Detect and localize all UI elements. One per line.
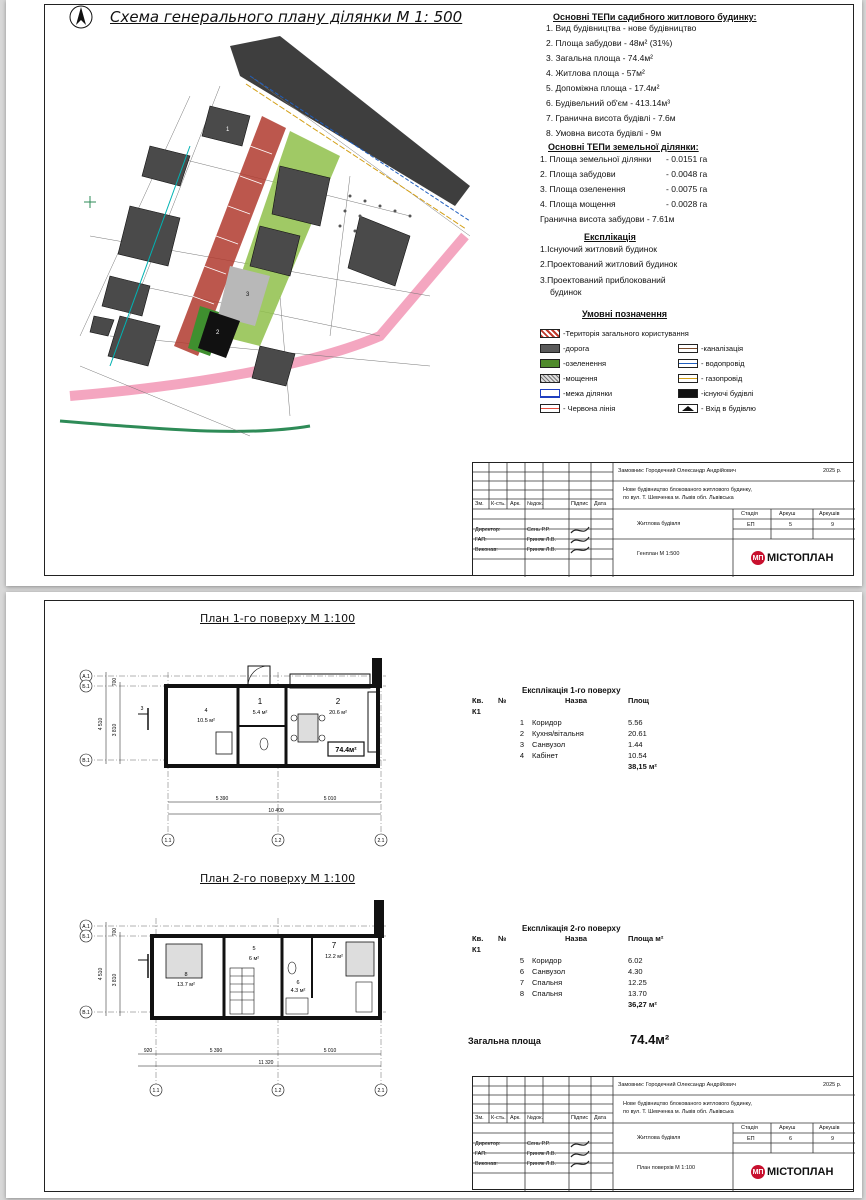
tep-house-item: 1. Вид будівництва - нове будівництво — [546, 23, 697, 33]
axis-label: 2.1 — [377, 838, 385, 844]
axis-label: Б.1 — [82, 684, 90, 690]
stamp-header-doc: №док. — [527, 501, 544, 507]
signature-icon — [569, 523, 591, 557]
stamp-customer: Замовник: Городечний Олександр Андрійович — [618, 468, 736, 474]
stamp-drawing: Генплан М 1:500 — [637, 551, 680, 557]
stamp-sheets-header: Аркушів — [819, 1125, 840, 1131]
expl1-title: Експлікація 1-го поверху — [522, 686, 621, 695]
table-row: 4 Кабінет 10.54 — [519, 751, 647, 760]
stamp-role: Директор: — [475, 527, 501, 533]
company-logo: МП МІСТОПЛАН — [752, 552, 834, 564]
axis-label: 2.1 — [377, 1088, 385, 1094]
axis-label: В.1 — [82, 1010, 90, 1016]
stamp-sheets-header: Аркушів — [819, 511, 840, 517]
legend-right — [678, 341, 756, 416]
legend-item: -озеленення — [540, 356, 689, 371]
plan2-title: План 2-го поверху М 1:100 — [200, 872, 356, 885]
stamp-year: 2025 р. — [823, 468, 842, 474]
tep-land-title: Основні ТЕПи земельної ділянки: — [548, 142, 699, 152]
dim-label: 5 010 — [323, 796, 337, 802]
room-area: 20.6 м² — [329, 710, 347, 716]
stamp-sheet-header: Аркуш — [779, 1125, 796, 1131]
axis-label: 1.2 — [274, 838, 282, 844]
table-row: К1 — [472, 945, 481, 954]
explication2 — [468, 924, 684, 1010]
company-logo: МП МІСТОПЛАН — [752, 1166, 834, 1178]
axis-label: А.1 — [82, 674, 90, 680]
dim-label: 700 — [112, 677, 118, 687]
tep-house-item: 6. Будівельний об'єм - 413.14м³ — [546, 98, 671, 108]
axis-label: В.1 — [82, 758, 90, 764]
signature-icon — [569, 1137, 591, 1171]
table-row: 5 Коридор 6.02 — [519, 956, 643, 965]
axis-label: 1.1 — [164, 838, 172, 844]
stamp-project: Нове будівництво блокованого житлового будинку, — [623, 1101, 752, 1107]
explication-item: 2.Проектований житловий будинок — [540, 259, 678, 269]
plan-number: 1 — [226, 127, 230, 133]
axis-label: 1.2 — [274, 1088, 282, 1094]
room-number: 4 — [204, 708, 208, 714]
explication-item: 3.Проектований приблокований — [540, 275, 666, 285]
stamp-header-sign: Підпис — [571, 501, 589, 507]
axis-label: А.1 — [82, 924, 90, 930]
stamp-sheets: 9 — [831, 1136, 835, 1142]
tep-land-item: 3. Площа озеленення - 0.0075 га — [540, 184, 708, 194]
table-row: К1 — [472, 707, 481, 716]
stamp-role: Виконав: — [475, 547, 498, 553]
table-row: 3 Санвузол 1.44 — [519, 740, 643, 749]
stamp-stage-header: Стадія — [741, 1125, 758, 1131]
legend-item: -існуючі будівлі — [678, 386, 756, 401]
stamp-stage: ЕП — [747, 1136, 755, 1142]
stamp-header-ark: Арк. — [510, 501, 521, 507]
tep-house-item: 3. Загальна площа - 74.4м² — [546, 53, 654, 63]
expl2-title: Експлікація 2-го поверху — [522, 924, 621, 933]
table-row: 7 Спальня 12.25 — [519, 978, 647, 987]
stamp-header-kst: К-сть. — [491, 501, 506, 507]
axis-label: 1.1 — [152, 1088, 160, 1094]
tep-land-item: 2. Площа забудови - 0.0048 га — [540, 169, 708, 179]
plan-number: 3 — [246, 292, 250, 298]
stamp-role: ГАП: — [475, 1151, 487, 1157]
total-area-label: Загальна площа — [468, 1036, 541, 1046]
explication-item: будинок — [550, 287, 582, 297]
stamp-header-ark: Арк. — [510, 1115, 521, 1121]
legend-item: -каналізація — [678, 341, 756, 356]
stamp-header-date: Дата — [594, 1115, 607, 1121]
dim-label: 10 400 — [268, 808, 284, 814]
stamp-name: Сень Р.Р. — [527, 1141, 550, 1147]
stamp-address: по вул. Т. Шевченка м. Львів обл. Львівська — [623, 1109, 734, 1115]
total-area-value: 74.4м² — [630, 1032, 670, 1047]
stamp-header-kst: К-сть. — [491, 1115, 506, 1121]
tep-house-item: 5. Допоміжна площа - 17.4м² — [546, 83, 660, 93]
dim-label: 4 510 — [98, 717, 104, 731]
tep-house-item: 7. Гранична висота будівлі - 7.6м — [546, 113, 676, 123]
room-number: 1 — [257, 697, 263, 706]
tep-land-height: Гранична висота забудови - 7.61м — [540, 214, 675, 224]
stamp-object: Житлова будівля — [637, 1135, 681, 1141]
table-row: 8 Спальня 13.70 — [519, 989, 647, 998]
stamp-header-sign: Підпис — [571, 1115, 589, 1121]
plan1-title: План 1-го поверху М 1:100 — [200, 612, 356, 625]
stamp-name: Гриняк Л.В. — [527, 1161, 557, 1167]
logo-icon: МП — [751, 551, 765, 565]
room-area: 12.2 м² — [325, 954, 343, 960]
tep-house-item: 8. Умовна висота будівлі - 9м — [546, 128, 662, 138]
stamp-header-date: Дата — [594, 501, 607, 507]
stamp-name: Гриняк Л.В. — [527, 547, 557, 553]
room-area: 10.5 м² — [197, 718, 215, 724]
expl1-table — [468, 695, 684, 772]
table-total-row: 38,15 м² — [628, 762, 657, 771]
plan1-drawing — [76, 652, 396, 852]
stamp-year: 2025 р. — [823, 1082, 842, 1088]
room-number: 8 — [184, 972, 188, 978]
table-row: 6 Санвузол 4.30 — [519, 967, 643, 976]
stamp-address: по вул. Т. Шевченка м. Львів обл. Львівська — [623, 495, 734, 501]
explication1 — [468, 686, 684, 772]
tep-land-list — [540, 152, 740, 227]
stamp-name: Гриняк Л.В. — [527, 1151, 557, 1157]
stamp-sheet: 6 — [789, 1136, 793, 1142]
dim-label: 3 810 — [112, 723, 118, 737]
table-header-row: Кв. № Назва Площа м² — [472, 934, 664, 943]
dim-label: 3 810 — [112, 973, 118, 987]
tep-house-title: Основні ТЕПи садибного житлового будинку: — [553, 12, 757, 22]
plan-number: 2 — [216, 330, 220, 336]
stamp-header-zm: Зм. — [475, 501, 484, 507]
stamp-role: ГАП: — [475, 537, 487, 543]
legend-item: - Червона лінія — [540, 401, 689, 416]
legend-item: -мощення — [540, 371, 689, 386]
expl2-table — [468, 933, 684, 1010]
dim-label: 700 — [112, 927, 118, 937]
tep-land-item: 4. Площа мощення - 0.0028 га — [540, 199, 708, 209]
stamp-header-doc: №док. — [527, 1115, 544, 1121]
table-total-row: 36,27 м² — [628, 1000, 657, 1009]
tep-land-item: 1. Площа земельної ділянки - 0.0151 га — [540, 154, 708, 164]
room-number: 2 — [335, 697, 341, 706]
sheet-floor-plans — [6, 592, 862, 1198]
legend-item: -дорога — [540, 341, 689, 356]
room-area: 13.7 м² — [177, 982, 195, 988]
stamp-sheet-header: Аркуш — [779, 511, 796, 517]
stamp-sheet: 5 — [789, 522, 793, 528]
dim-label: 4 510 — [98, 967, 104, 981]
axis-label: Б.1 — [82, 934, 90, 940]
stamp-name: Сень Р.Р. — [527, 527, 550, 533]
site-plan-title: Схема генерального плану ділянки М 1: 500 — [110, 8, 463, 26]
legend-item: -Територія загального користування — [540, 326, 689, 341]
stamp-object: Житлова будівля — [637, 521, 681, 527]
explication-item: 1.Існуючий житловий будинок — [540, 244, 657, 254]
stamp-sheets: 9 — [831, 522, 835, 528]
dim-label: 11 320 — [258, 1060, 274, 1066]
explication-title: Експлікація — [584, 232, 636, 242]
dim-label: 5 390 — [215, 796, 229, 802]
dim-label: 5 390 — [209, 1048, 223, 1054]
dim-label: 5 010 — [323, 1048, 337, 1054]
legend-item: - Вхід в будівлю — [678, 401, 756, 416]
legend-item: - водопровід — [678, 356, 756, 371]
stamp-drawing: План поверхів М 1:100 — [637, 1165, 696, 1171]
tep-house-item: 4. Житлова площа - 57м² — [546, 68, 645, 78]
stamp-name: Гриняк Л.В. — [527, 537, 557, 543]
plan2-drawing — [76, 898, 396, 1098]
explication-list — [540, 242, 677, 298]
section-mark: 3 — [140, 706, 144, 712]
room-area: 4.3 м² — [290, 988, 306, 994]
title-block — [472, 1076, 854, 1190]
legend-title: Умовні позначення — [582, 309, 668, 319]
table-row: 1 Коридор 5.56 — [519, 718, 643, 727]
stamp-customer: Замовник: Городечний Олександр Андрійович — [618, 1082, 736, 1088]
room-number: 7 — [331, 941, 337, 950]
legend-item: - газопровід — [678, 371, 756, 386]
room-number: 6 — [296, 980, 300, 986]
sheet-site-plan — [6, 0, 862, 586]
tep-house-item: 2. Площа забудови - 48м² (31%) — [546, 38, 673, 48]
stamp-stage: ЕП — [747, 522, 755, 528]
logo-icon: МП — [751, 1165, 765, 1179]
stamp-stage-header: Стадія — [741, 511, 758, 517]
stamp-role: Директор: — [475, 1141, 501, 1147]
north-arrow-icon — [68, 4, 94, 30]
stamp-project: Нове будівництво блокованого житлового будинку, — [623, 487, 752, 493]
room-area: 5.4 м² — [252, 710, 268, 716]
room-area: 6 м² — [248, 956, 260, 962]
table-header-row: Кв. № Назва Площ — [472, 696, 649, 705]
total-area-badge: 74.4м² — [335, 747, 357, 754]
site-plan-drawing — [50, 36, 480, 466]
tep-house-list — [546, 21, 696, 141]
legend-left — [540, 326, 689, 416]
stamp-header-zm: Зм. — [475, 1115, 484, 1121]
entrance-icon — [679, 405, 697, 412]
dim-label: 920 — [143, 1048, 153, 1054]
table-row: 2 Кухня/вітальня 20.61 — [519, 729, 647, 738]
room-number: 5 — [252, 946, 256, 952]
legend-item: -межа ділянки — [540, 386, 689, 401]
stamp-role: Виконав: — [475, 1161, 498, 1167]
title-block — [472, 462, 854, 576]
